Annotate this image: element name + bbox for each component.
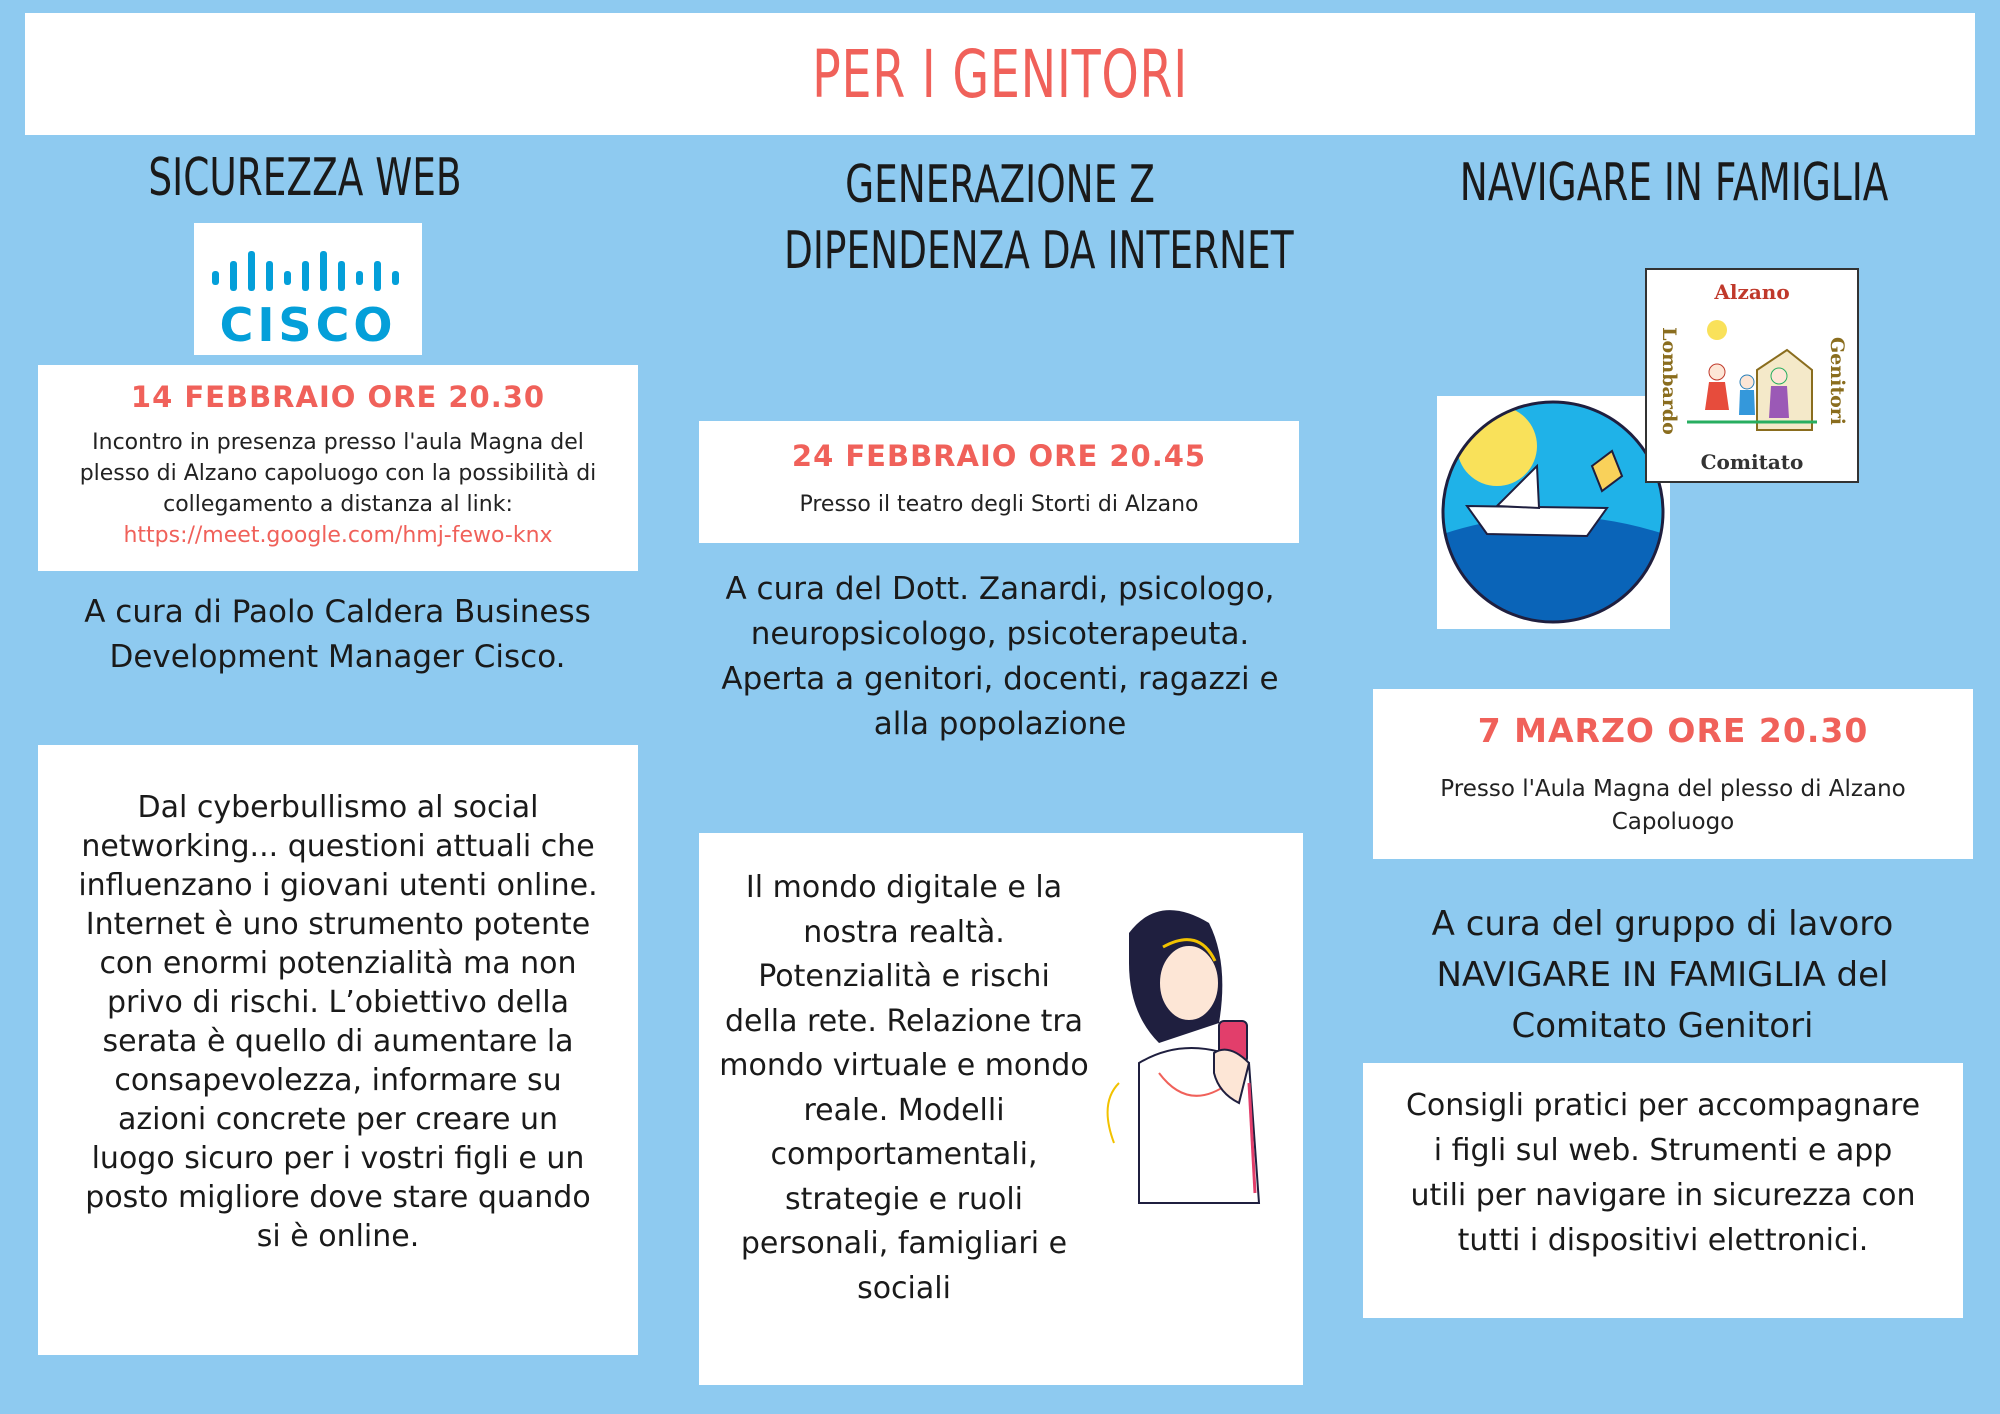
comitato-logo-left: Lombardo <box>1658 327 1680 435</box>
cisco-logo <box>194 223 422 355</box>
col1-link[interactable]: https://meet.google.com/hmj-fewo-knx <box>123 523 553 548</box>
comitato-logo-right: Genitori <box>1826 336 1848 426</box>
col1-speaker: A cura di Paolo Caldera Business Development Manager Cisco. <box>84 594 591 675</box>
navigare-logo <box>1437 396 1670 629</box>
comitato-logo-bottom: Comitato <box>1700 450 1804 474</box>
col3-description-box <box>1363 1063 1963 1318</box>
col3-details: Presso l'Aula Magna del plesso di Alzano Capoluogo <box>1440 776 1906 835</box>
col1-description-box <box>38 745 638 1355</box>
svg-text:CISCO: CISCO <box>219 298 397 352</box>
col2-title <box>700 152 1300 284</box>
col3-date: 7 MARZO ORE 20.30 <box>1477 711 1869 750</box>
col1-event-box <box>38 365 638 571</box>
col1-details: Incontro in presenza presso l'aula Magna del plesso di Alzano capoluogo con la possibilità di collegamento a distanza al link: <box>79 430 597 517</box>
col2-date: 24 FEBBRAIO ORE 20.45 <box>791 439 1207 473</box>
col2-details: Presso il teatro degli Storti di Alzano <box>799 492 1199 517</box>
col1-title: SICUREZZA WEB <box>148 148 462 208</box>
page-title: PER I GENITORI <box>812 35 1188 113</box>
header-banner <box>25 13 1975 135</box>
col2-title-line2: DIPENDENZA DA INTERNET <box>784 221 1294 281</box>
col2-event-box <box>699 421 1299 543</box>
navigare-logo-icon <box>1437 396 1670 629</box>
col2-description: Il mondo digitale e la nostra realtà. Potenzialità e rischi della rete. Relazione tra mondo virtuale e mondo reale. Modelli comportamentali, strategie e ruoli personali, famigliari e sociali <box>719 870 1089 1306</box>
col3-event-box <box>1373 689 1973 859</box>
family-drawing-icon <box>1687 310 1817 440</box>
cisco-logo-icon <box>194 223 422 355</box>
col3-description: Consigli pratici per accompagnare i figli sul web. Strumenti e app utili per navigare in sicurezza con tutti i dispositivi elettronici. <box>1405 1088 1921 1258</box>
col1-date: 14 FEBBRAIO ORE 20.30 <box>130 380 546 414</box>
woman-phone-illustration <box>1099 903 1289 1213</box>
comitato-logo <box>1645 268 1859 483</box>
col3-title: NAVIGARE IN FAMIGLIA <box>1459 153 1889 213</box>
col1-description: Dal cyberbullismo al social networking... questioni attuali che influenzano i giovani utenti online. Internet è uno strumento potente con enormi potenzialità ma non privo di rischi. L’obiettivo della serata è quello di aumentare la consapevolezza, informare su azioni concrete per creare un luogo sicuro per i vostri figli e un posto migliore dove stare quando si è online. <box>78 790 598 1254</box>
comitato-logo-top: Alzano <box>1714 280 1790 304</box>
col3-speaker: A cura del gruppo di lavoro NAVIGARE IN FAMIGLIA del Comitato Genitori <box>1431 904 1894 1046</box>
col2-speaker: A cura del Dott. Zanardi, psicologo, neuropsicologo, psicoterapeuta. Aperta a genitori, docenti, ragazzi e alla popolazione <box>721 571 1279 742</box>
col2-description-box <box>699 833 1303 1385</box>
col2-title-line1: GENERAZIONE Z <box>845 155 1155 215</box>
